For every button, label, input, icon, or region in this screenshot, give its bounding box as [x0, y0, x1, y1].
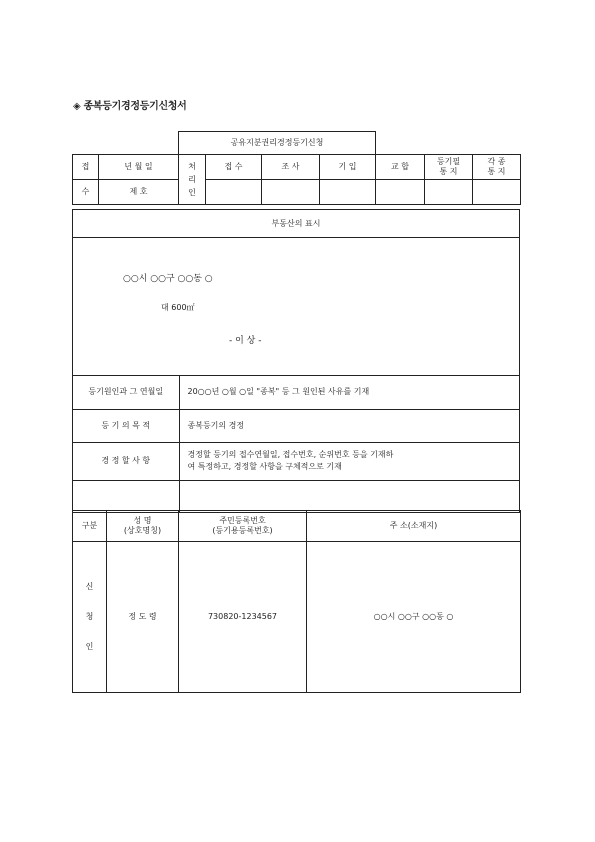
col-various-notice: 각 종 통 지: [473, 155, 521, 180]
applicant-role: 신청인: [73, 542, 107, 693]
cell-reception: [206, 180, 262, 205]
correction-label: 경 정 할 사 항: [73, 442, 179, 480]
reception-table: [72, 131, 521, 205]
division-header: 구분: [73, 511, 107, 542]
correction-value: 경정할 등기의 접수연월일, 접수번호, 순위번호 등을 기재하 여 특정하고, 경정할 사항을 구체적으로 기재: [179, 442, 519, 480]
cell-various-notice: [473, 180, 521, 205]
application-type-label: 공유지분권리경정등기신청: [179, 132, 376, 155]
cell-verification: [376, 180, 425, 205]
applicant-table: [72, 510, 521, 693]
property-area: 대 600㎡: [161, 303, 195, 312]
property-header: 부동산의 표시: [73, 210, 519, 238]
property-address: ○○시 ○○구 ○○동 ○: [123, 274, 213, 284]
reception-number-label: 제 호: [99, 180, 179, 205]
cell-entry: [320, 180, 376, 205]
cell-inspection: [262, 180, 320, 205]
purpose-value: 종복등기의 경정: [179, 409, 519, 442]
applicant-name: 정 도 령: [107, 542, 179, 693]
col-verification: 교 합: [376, 155, 425, 180]
applicant-id: 730820-1234567: [179, 542, 307, 693]
applicant-address: ○○시 ○○구 ○○동 ○: [307, 542, 521, 693]
cause-date-label: 등기원인과 그 연월일: [73, 376, 179, 409]
purpose-label: 등 기 의 목 적: [73, 409, 179, 442]
col-registration-notice: 등기필 통 지: [425, 155, 473, 180]
id-header: 주민등록번호 (등기용등록번호): [179, 511, 307, 542]
col-inspection: 조 사: [262, 155, 320, 180]
property-end-mark: - 이 상 -: [229, 336, 262, 346]
cause-date-value: 20○○년 ○월 ○일 "종복" 등 그 원인된 사유를 기재: [179, 376, 519, 409]
reception-date-label: 년 월 일: [99, 155, 179, 180]
cell-registration-notice: [425, 180, 473, 205]
col-entry: 기 입: [320, 155, 376, 180]
property-body: [73, 238, 519, 376]
blank-label: [73, 480, 179, 512]
address-header: 주 소(소재지): [307, 511, 521, 542]
reception-label-1: 접: [73, 155, 99, 180]
name-header: 성 명 (상호명칭): [107, 511, 179, 542]
processor-label: 처리인: [179, 155, 206, 205]
detail-table: [73, 376, 519, 512]
blank-value: [179, 480, 519, 512]
col-reception: 접 수: [206, 155, 262, 180]
document-title: ◈ 종복등기경정등기신청서: [73, 101, 187, 112]
reception-label-2: 수: [73, 180, 99, 205]
property-section: [72, 209, 520, 513]
